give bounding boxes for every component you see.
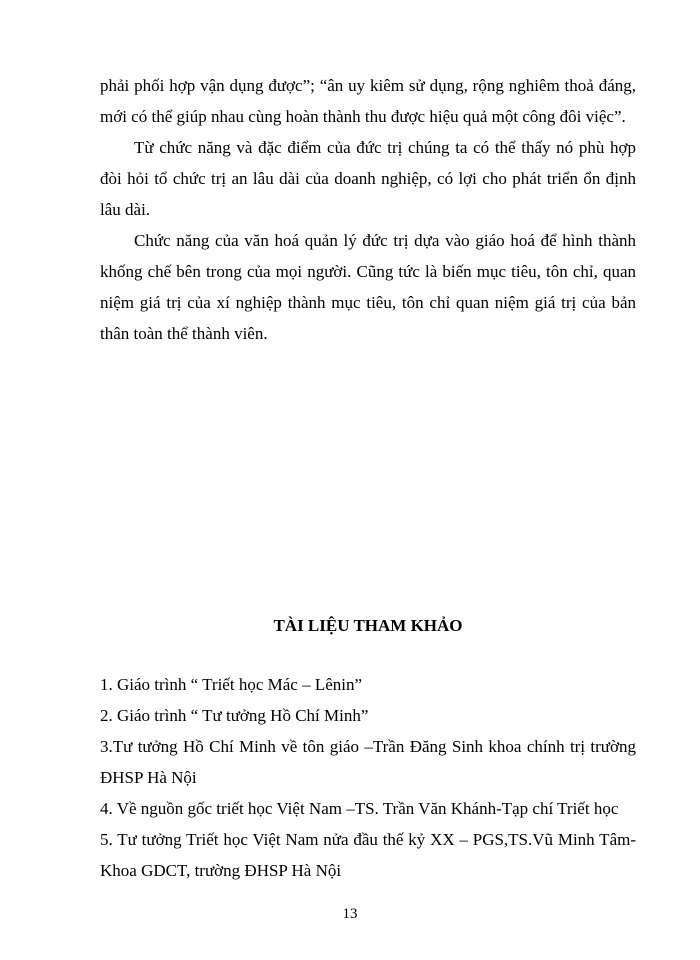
- body-text: [100, 70, 636, 349]
- reference-item: 5. Tư tưởng Triết học Việt Nam nửa đầu thế kỷ XX – PGS,TS.Vũ Minh Tâm-Khoa GDCT, trường ĐHSP Hà Nội: [100, 830, 636, 880]
- references-list: [100, 669, 636, 886]
- reference-item: 2. Giáo trình “ Tư tưởng Hồ Chí Minh”: [100, 706, 369, 725]
- references-heading: TÀI LIỆU THAM KHẢO: [273, 616, 463, 635]
- paragraph-function-characteristics: Từ chức năng và đặc điểm của đức trị chúng ta có thể thấy nó phù hợp đòi hỏi tổ chức trị an lâu dài của doanh nghiệp, có lợi cho phát triển ổn định lâu dài.: [100, 138, 636, 219]
- paragraph-moral-governance-culture: Chức năng của văn hoá quản lý đức trị dựa vào giáo hoá để hình thành khống chế bên trong của mọi người. Cũng tức là biến mục tiêu, tôn chỉ, quan niệm giá trị của xí nghiệp thành mục tiêu, tôn chỉ quan niệm giá trị của bản thân toàn thể thành viên.: [100, 231, 636, 343]
- reference-item: 4. Về nguồn gốc triết học Việt Nam –TS. Trần Văn Khánh-Tạp chí Triết học: [100, 799, 619, 818]
- reference-item: 1. Giáo trình “ Triết học Mác – Lênin”: [100, 675, 363, 694]
- reference-item: 3.Tư tưởng Hồ Chí Minh về tôn giáo –Trần Đăng Sinh khoa chính trị trường ĐHSP Hà Nội: [100, 737, 636, 787]
- page-number: 13: [342, 906, 358, 922]
- paragraph-continuation: phải phối hợp vận dụng được”; “ân uy kiêm sử dụng, rộng nghiêm thoả đáng, mới có thể giúp nhau cùng hoàn thành thu được hiệu quả một công đôi việc”.: [100, 76, 636, 126]
